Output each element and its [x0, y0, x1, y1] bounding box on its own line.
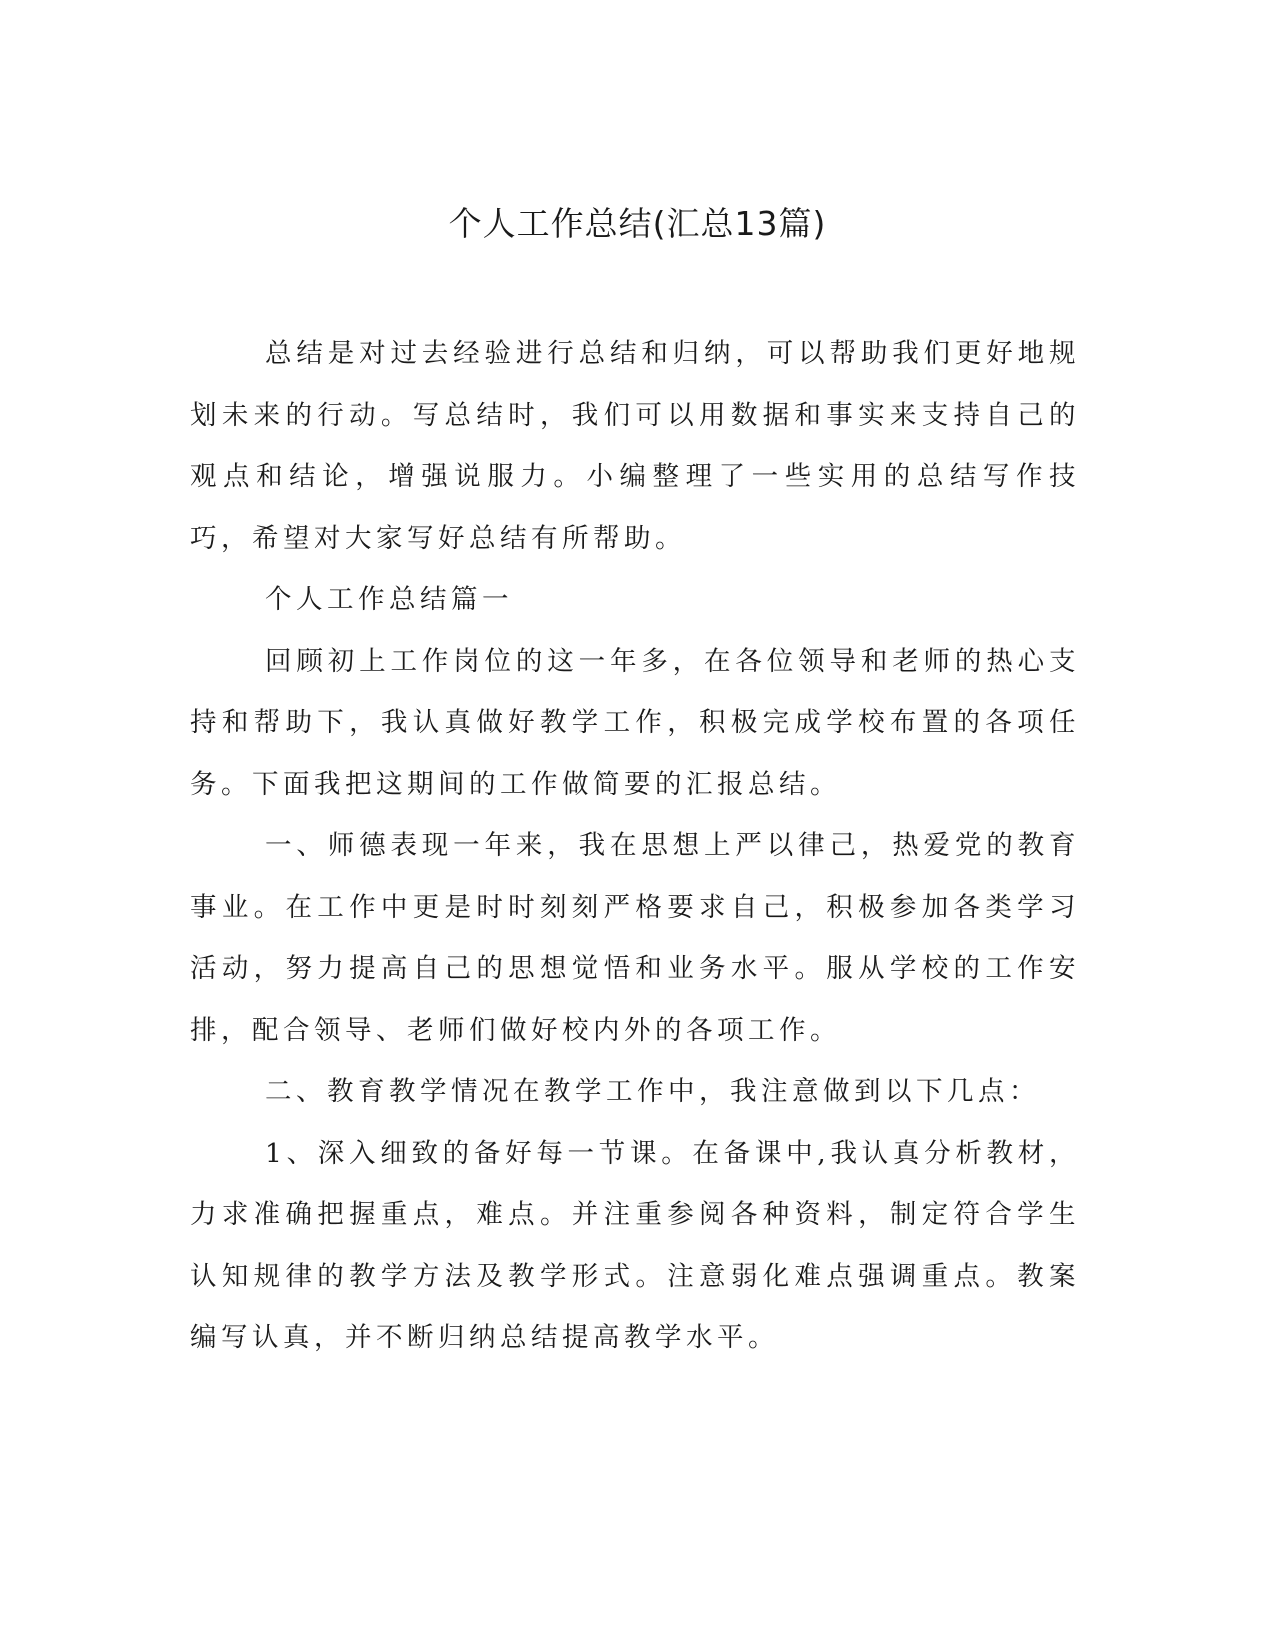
intro-paragraph: 总结是对过去经验进行总结和归纳，可以帮助我们更好地规划未来的行动。写总结时，我们可以用数据和事实来支持自己的观点和结论，增强说服力。小编整理了一些实用的总结写作技巧，希望对大家写好总结有所帮助。: [190, 338, 1080, 554]
document-body: [190, 323, 1080, 1369]
section-heading: 个人工作总结篇一: [265, 584, 513, 615]
body-paragraph: 二、教育教学情况在教学工作中，我注意做到以下几点：: [265, 1076, 1040, 1107]
body-paragraph: 1、深入细致的备好每一节课。在备课中,我认真分析教材，力求准确把握重点，难点。并注重参阅各种资料，制定符合学生认知规律的教学方法及教学形式。注意弱化难点强调重点。教案编写认真，并不断归纳总结提高教学水平。: [190, 1137, 1080, 1353]
body-paragraph: 一、师德表现一年来，我在思想上严以律己，热爱党的教育事业。在工作中更是时时刻刻严格要求自己，积极参加各类学习活动，努力提高自己的思想觉悟和业务水平。服从学校的工作安排，配合领导、老师们做好校内外的各项工作。: [190, 830, 1080, 1046]
body-paragraph: 回顾初上工作岗位的这一年多，在各位领导和老师的热心支持和帮助下，我认真做好教学工作，积极完成学校布置的各项任务。下面我把这期间的工作做简要的汇报总结。: [190, 645, 1080, 800]
document-title: 个人工作总结(汇总13篇): [448, 204, 827, 243]
